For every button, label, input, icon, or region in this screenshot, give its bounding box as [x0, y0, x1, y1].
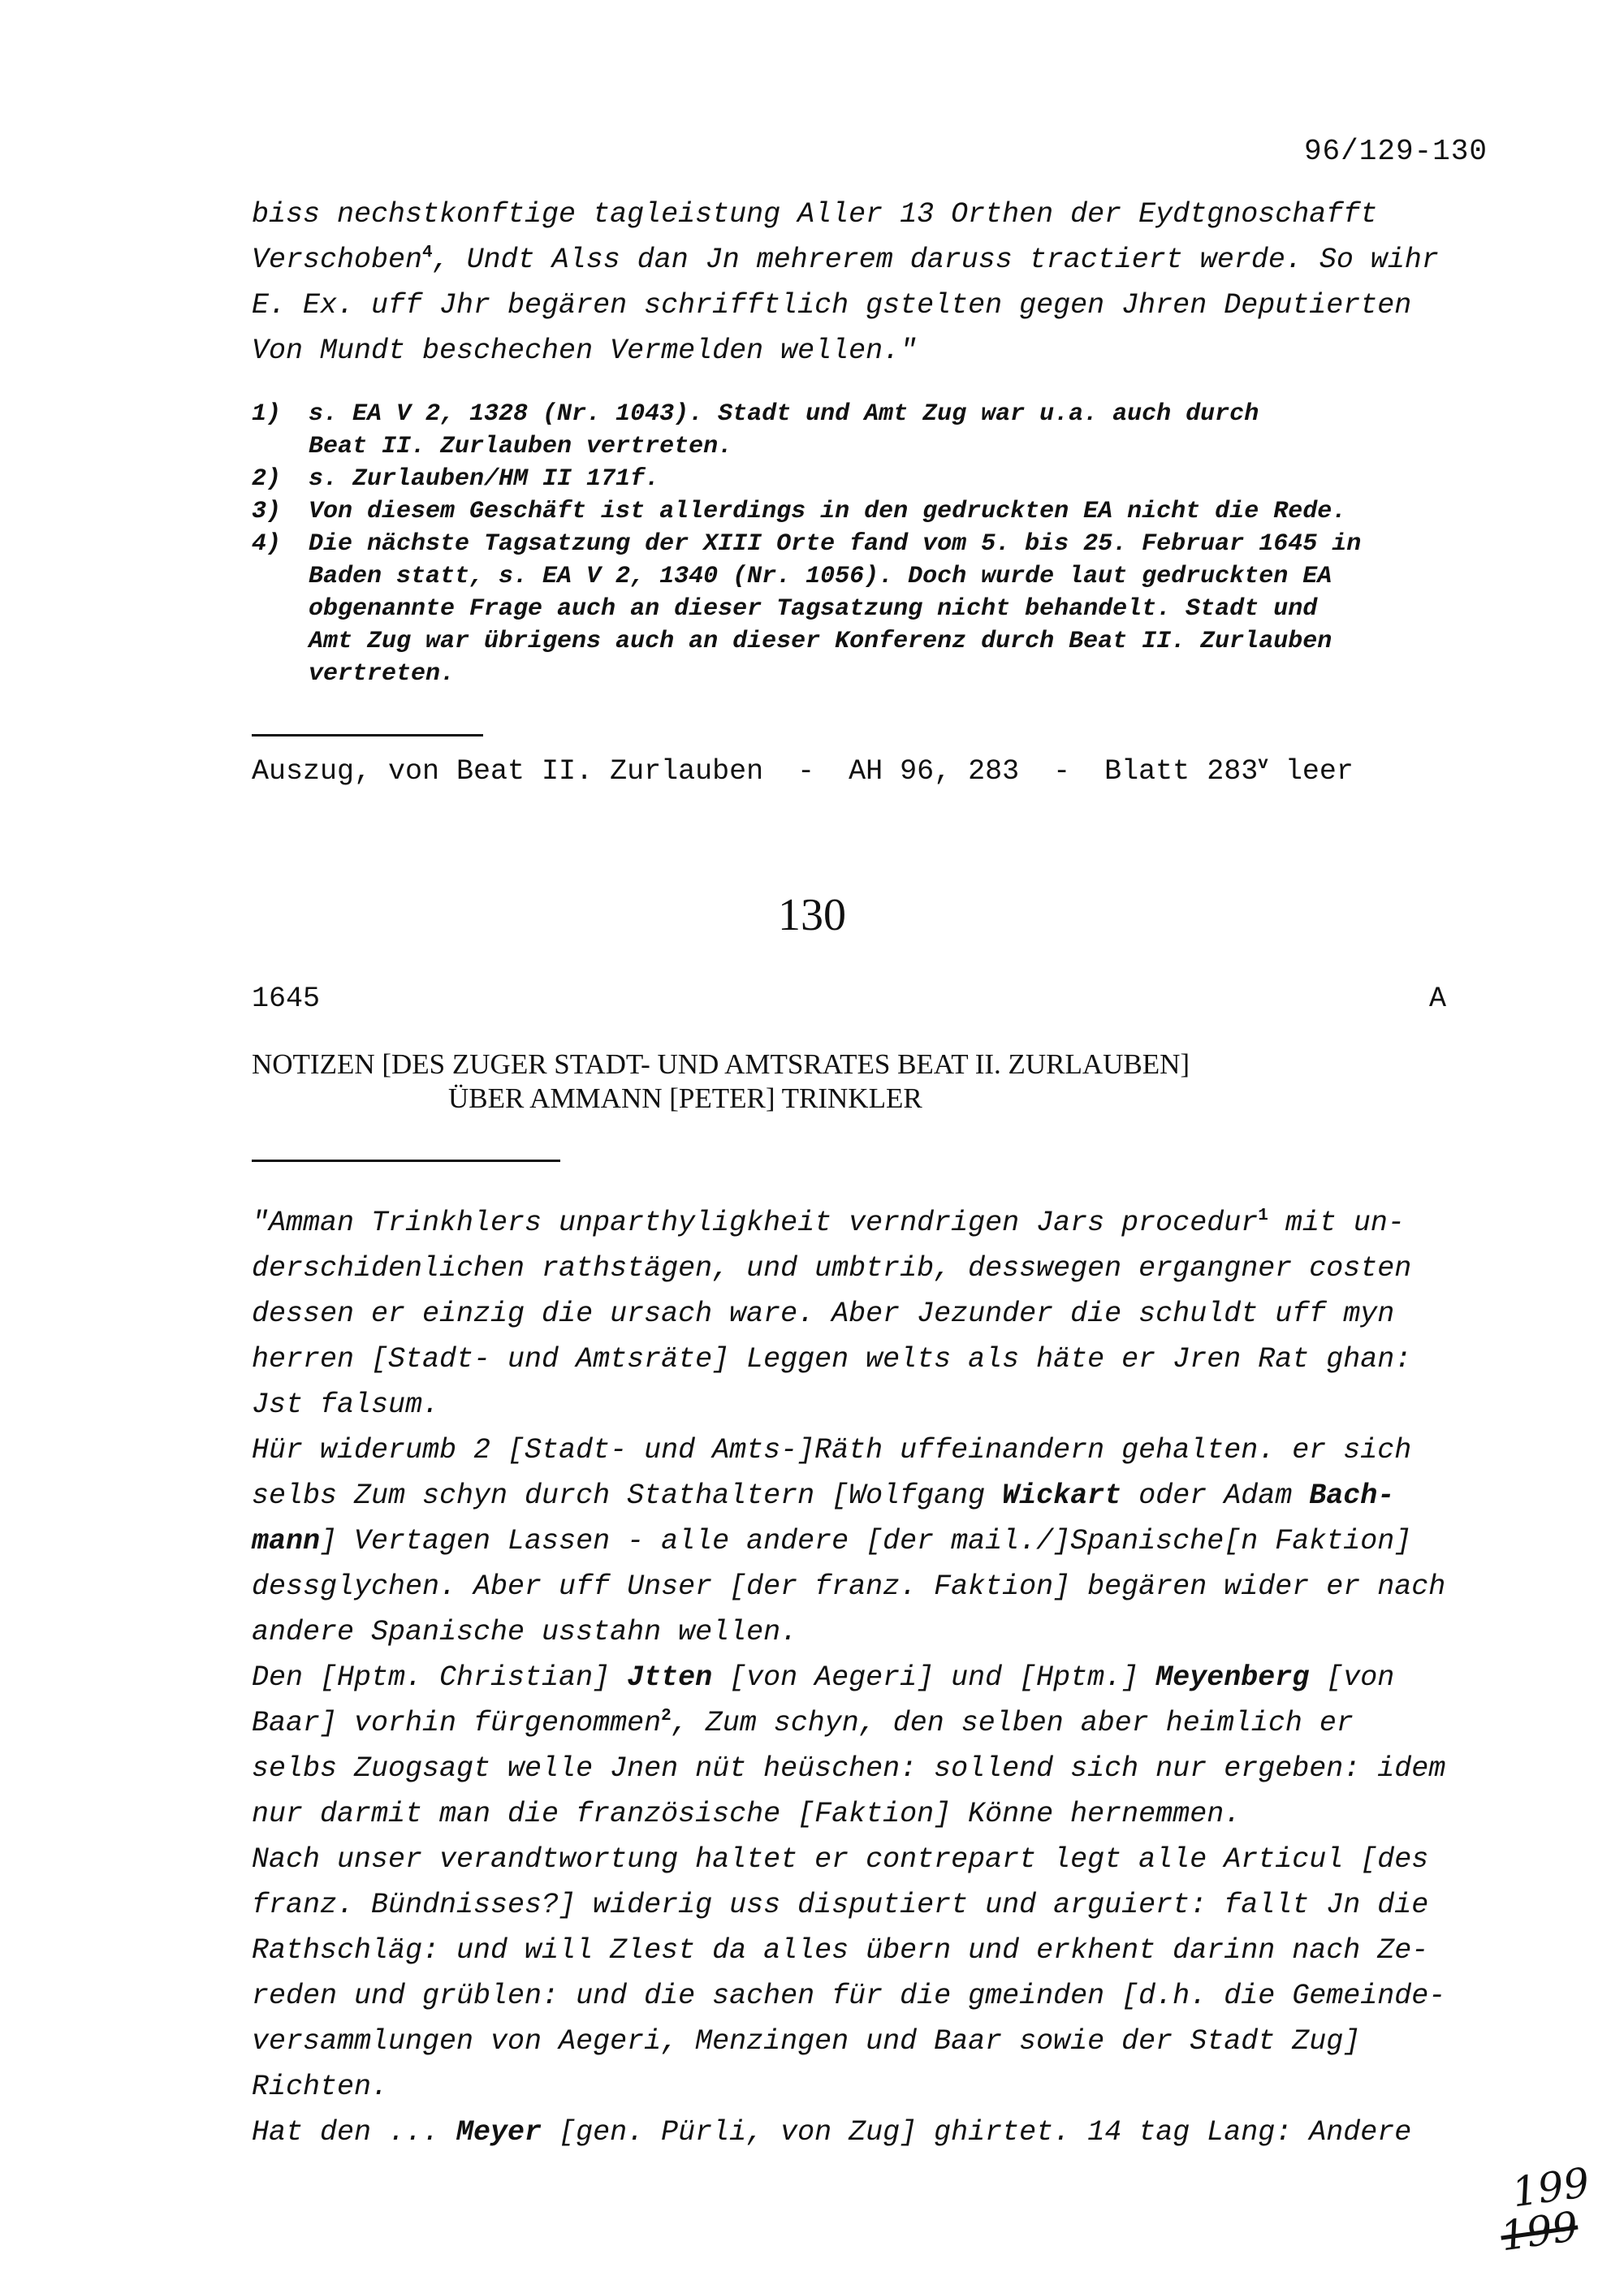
top-text-line-2: Verschoben$^4$, Undt Alss dan Jn mehrerem daruss tractiert werde. So wihr	[252, 244, 1439, 276]
body-line-19: versammlungen von Aegeri, Menzingen und Baar sowie der Stadt Zug]	[252, 2025, 1361, 2058]
top-text-line-3: E. Ex. uff Jhr begären schrifftlich gstelten gegen Jhren Deputierten	[252, 289, 1412, 322]
body-line-10: andere Spanische usstahn wellen.	[252, 1616, 798, 1648]
body-line-1: "Amman Trinkhlers unparthyligkheit verndrigen Jars procedur$^1$ mit un-	[252, 1207, 1405, 1239]
footnote-ref-4: 4	[422, 244, 433, 263]
document-title: NOTIZEN [DES ZUGER STADT- UND AMTSRATES BEAT II. ZURLAUBEN] ÜBER AMMANN [PETER] TRINKLER	[252, 1048, 1190, 1114]
body-line-15: Nach unser verandtwortung haltet er contrepart legt alle Articul [des	[252, 1843, 1429, 1876]
footnote-4-cont-4: vertreten.	[309, 660, 456, 688]
page-reference: 96/129-130	[1303, 135, 1488, 168]
body-line-14: nur darmit man die französische [Faktion] Könne hernemmen.	[252, 1798, 1242, 1830]
footnote-4: 4) Die nächste Tagsatzung der XIII Orte fand vom 5. bis 25. Februar 1645 in	[252, 530, 1362, 558]
footnote-3: 3) Von diesem Geschäft ist allerdings in den gedruckten EA nicht die Rede.	[252, 498, 1347, 525]
document-year: 1645	[252, 983, 321, 1015]
body-line-16: franz. Bündnisses?] widerig uss disputiert und arguiert: fallt Jn die	[252, 1889, 1429, 1921]
body-line-11: Den [Hptm. Christian] Jtten [von Aegeri] und [Hptm.] Meyenberg [von	[252, 1661, 1395, 1694]
body-line-7: selbs Zum schyn durch Stathaltern [Wolfgang Wickart oder Adam Bach-	[252, 1479, 1395, 1512]
footnote-2: 2) s. Zurlauben/HM II 171f.	[252, 465, 660, 493]
document-number: 130	[778, 890, 846, 940]
body-line-5: Jst falsum.	[252, 1389, 440, 1421]
body-line-21: Hat den ... Meyer [gen. Pürli, von Zug] ghirtet. 14 tag Lang: Andere	[252, 2116, 1412, 2149]
footnote-4-cont-2: obgenannte Frage auch an dieser Tagsatzung nicht behandelt. Stadt und	[309, 595, 1318, 623]
handwritten-page-number-bottom: 199	[1497, 2202, 1582, 2261]
footnote-4-cont-1: Baden statt, s. EA V 2, 1340 (Nr. 1056). Doch wurde laut gedruckten EA	[309, 563, 1332, 590]
body-line-4: herren [Stadt- und Amtsräte] Leggen welts als häte er Jren Rat ghan:	[252, 1343, 1412, 1376]
divider-rule-2	[252, 1160, 560, 1162]
top-text-line-4: Von Mundt beschechen Vermelden wellen."	[252, 335, 918, 367]
top-text-line-1: biss nechstkonftige tagleistung Aller 13 Orthen der Eydtgnoschafft	[252, 198, 1378, 231]
body-line-12: Baar] vorhin fürgenommen$^2$, Zum schyn, den selben aber heimlich er	[252, 1707, 1354, 1739]
document-marker: A	[1429, 983, 1447, 1015]
divider-rule-1	[252, 734, 483, 736]
footnote-1-cont: Beat II. Zurlauben vertreten.	[309, 433, 733, 460]
body-line-2: derschidenlichen rathstägen, und umbtrib, desswegen ergangner costen	[252, 1252, 1412, 1285]
body-line-8: mann] Vertagen Lassen - alle andere [der mail./]Spanische[n Faktion]	[252, 1525, 1412, 1557]
source-line: Auszug, von Beat II. Zurlauben - AH 96, 283 - Blatt 283$^v$ leer	[252, 755, 1354, 788]
body-line-6: Hür widerumb 2 [Stadt- und Amts-]Räth uffeinandern gehalten. er sich	[252, 1434, 1412, 1466]
body-line-13: selbs Zuogsagt welle Jnen nüt heüschen: sollend sich nur ergeben: idem	[252, 1752, 1446, 1785]
body-line-17: Rathschläg: und will Zlest da alles übern und erkhent darinn nach Ze-	[252, 1934, 1429, 1967]
body-line-9: dessglychen. Aber uff Unser [der franz. Faktion] begären wider er nach	[252, 1570, 1446, 1603]
handwritten-page-number-top: 199	[1509, 2158, 1593, 2217]
footnote-4-cont-3: Amt Zug war übrigens auch an dieser Konferenz durch Beat II. Zurlauben	[309, 628, 1332, 655]
footnote-1: 1) s. EA V 2, 1328 (Nr. 1043). Stadt und Amt Zug war u.a. auch durch	[252, 400, 1259, 428]
body-line-3: dessen er einzig die ursach ware. Aber Jezunder die schuldt uff myn	[252, 1298, 1395, 1330]
body-line-18: reden und grüblen: und die sachen für die gmeinden [d.h. die Gemeinde-	[252, 1980, 1446, 2012]
body-line-20: Richten.	[252, 2071, 389, 2103]
